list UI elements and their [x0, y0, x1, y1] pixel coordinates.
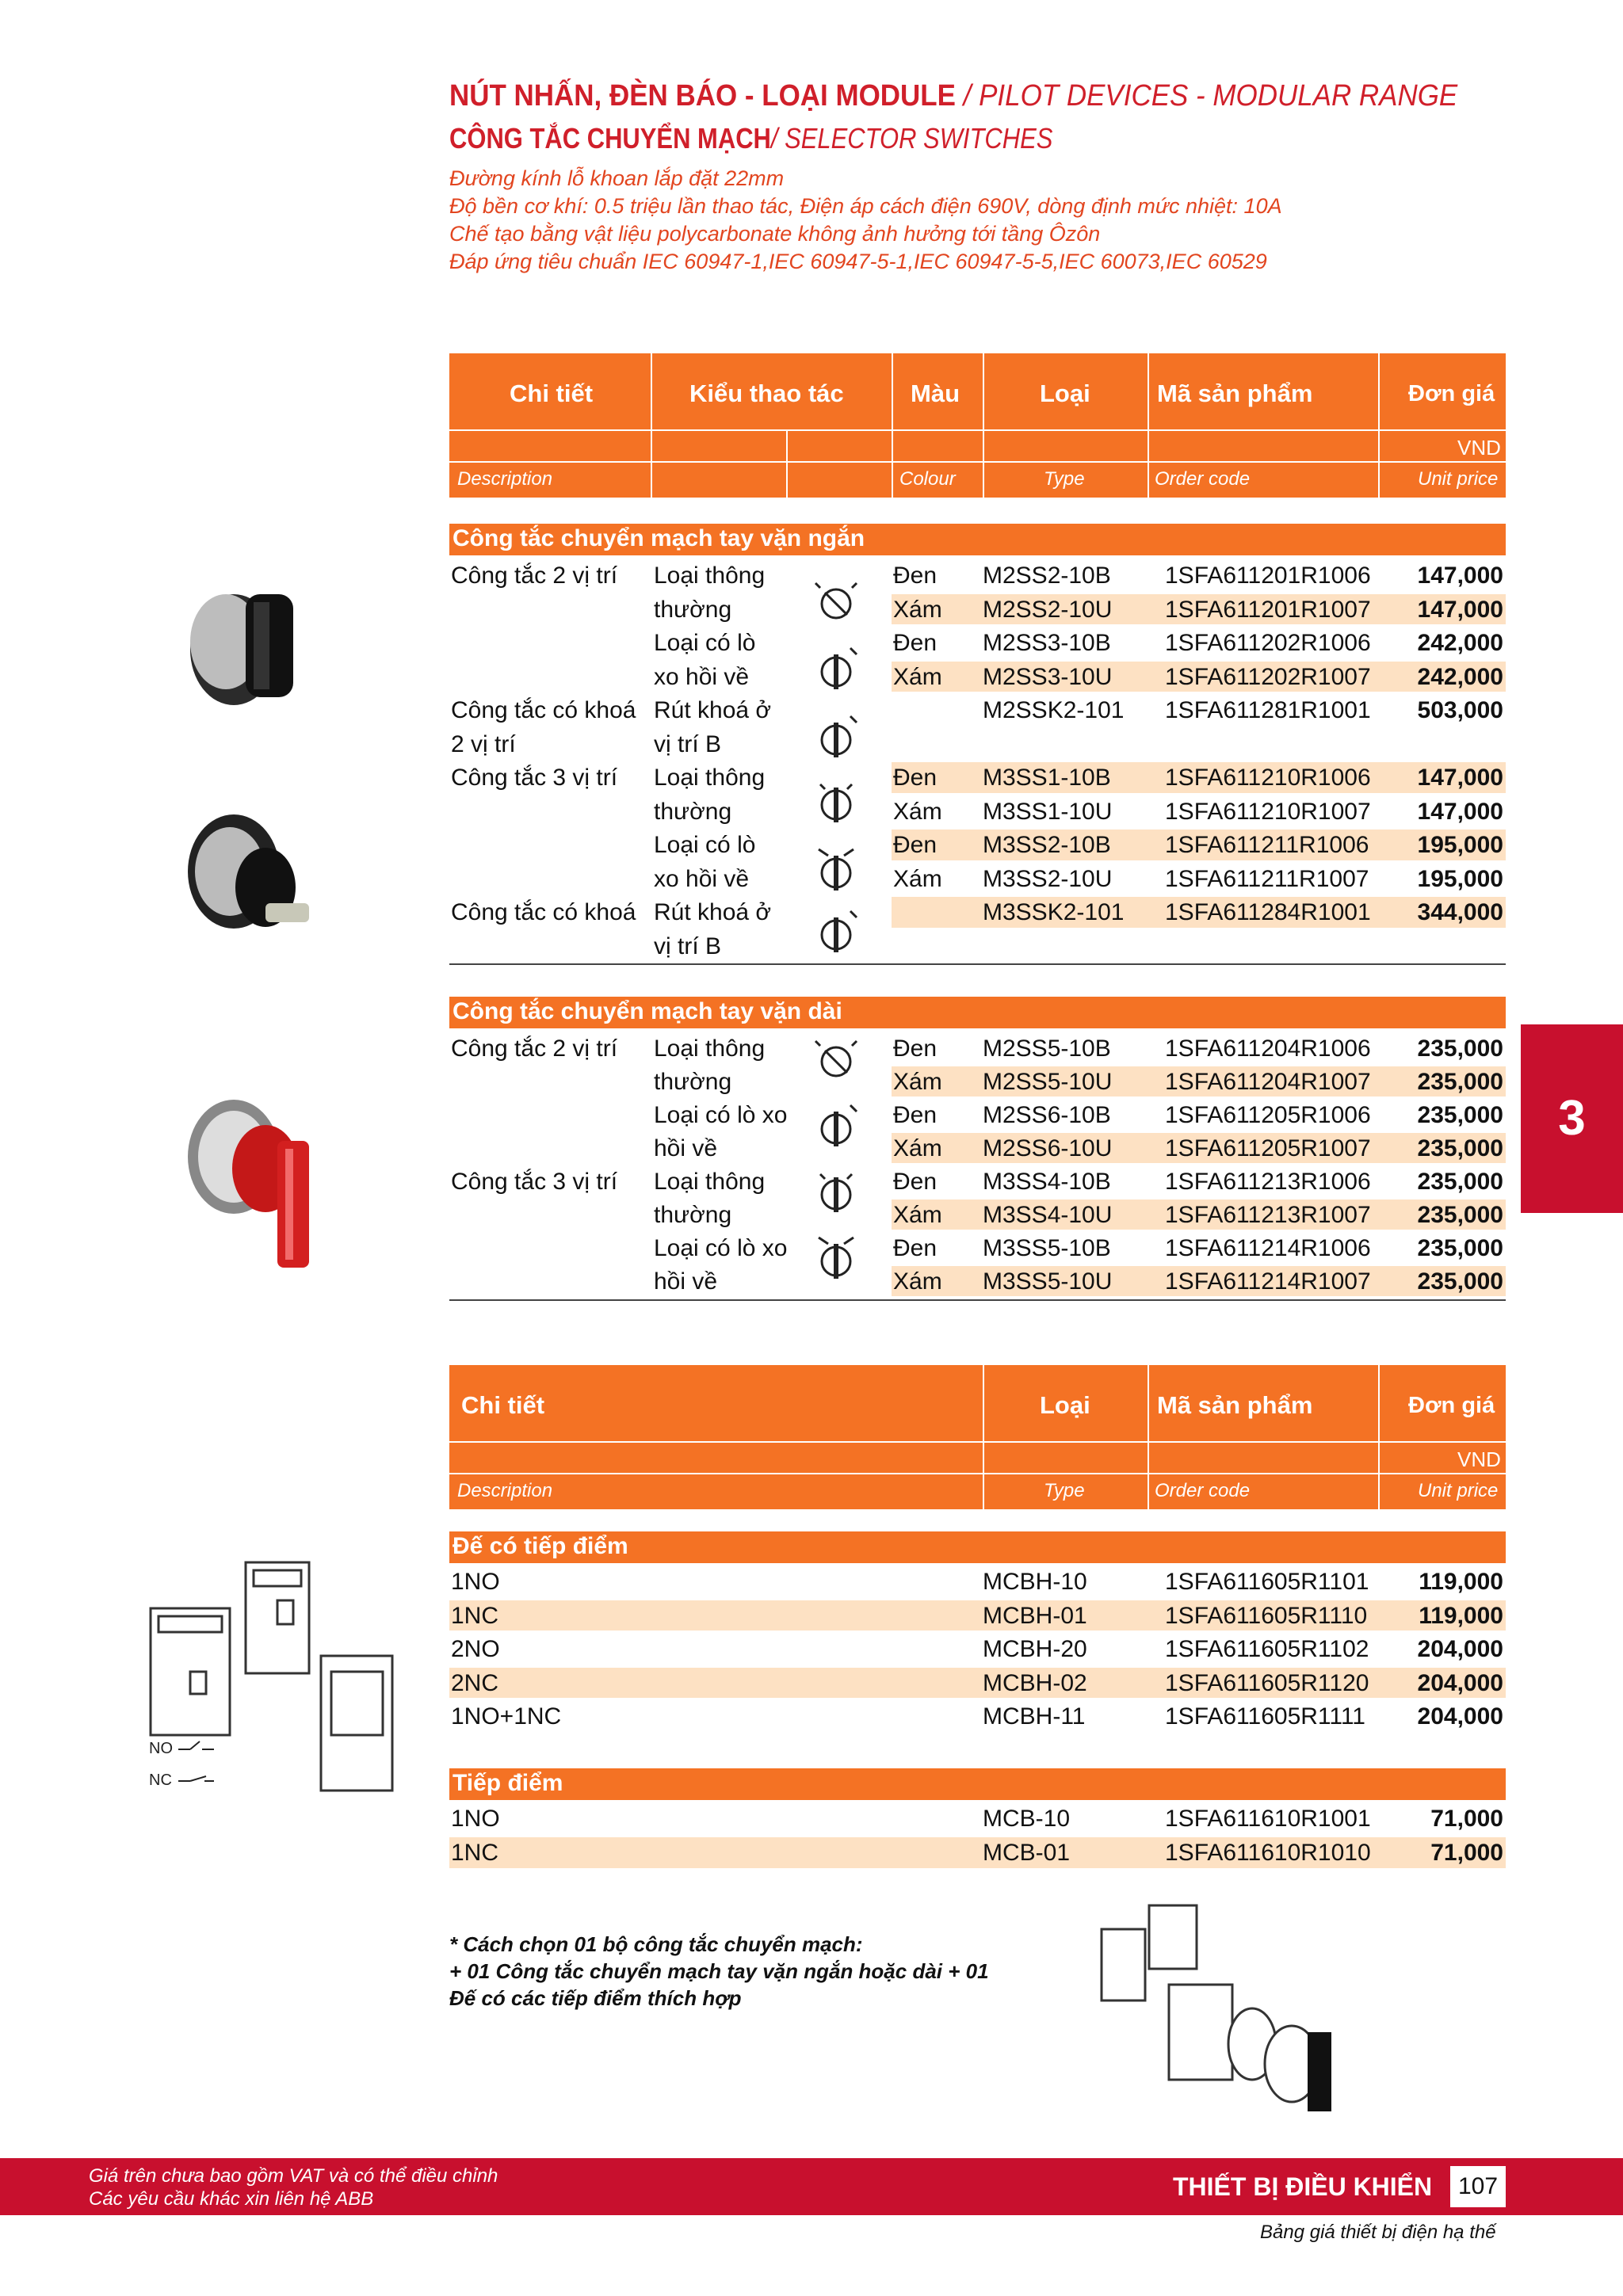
table-row	[449, 693, 1506, 727]
cell-colour: Xám	[893, 1069, 942, 1095]
cell-price: 235,000	[1417, 1102, 1503, 1128]
cell-type: M2SS3-10U	[983, 663, 1113, 690]
assembly-image	[1094, 1897, 1363, 2143]
spec-note: Độ bền cơ khí: 0.5 triệu lần thao tác, Điện áp cách điện 690V, dòng định mức nhiệt: 10A	[449, 194, 1282, 218]
table-row	[449, 1065, 1506, 1098]
sub-description: Description	[457, 468, 553, 490]
cell-type: M2SS2-10U	[983, 596, 1113, 623]
cell-op1: Loại có lò	[654, 832, 756, 858]
table-row	[449, 1198, 1506, 1231]
cell-price: 71,000	[1430, 1806, 1503, 1832]
cell-detail: 1NC	[451, 1602, 499, 1629]
cell-detail: Công tắc 3 vị trí	[451, 765, 618, 791]
col-order-code: Mã sản phẩm	[1157, 1391, 1313, 1419]
cell-detail: Công tắc 2 vị trí	[451, 563, 618, 589]
page-title	[449, 79, 1457, 113]
cell-price: 204,000	[1417, 1669, 1503, 1696]
cell-code: 1SFA611202R1007	[1165, 663, 1371, 690]
selection-line: + 01 Công tắc chuyển mạch tay vặn ngắn hoặc dài + 01	[449, 1959, 989, 1983]
short-rows	[449, 559, 1506, 963]
sub-type: Type	[1044, 468, 1085, 490]
cell-colour: Xám	[893, 1135, 942, 1161]
cell-colour: Đen	[893, 765, 938, 791]
cell-code: 1SFA611214R1006	[1165, 1235, 1371, 1261]
cell-price: 344,000	[1417, 899, 1503, 925]
table-row	[449, 1165, 1506, 1198]
footer-note: Các yêu cầu khác xin liên hệ ABB	[89, 2188, 374, 2210]
nc-symbol-label: NC	[149, 1772, 172, 1789]
cell-price: 235,000	[1417, 1235, 1503, 1261]
footer-bar	[0, 2158, 1623, 2215]
cell-op1: xo hồi về	[654, 663, 750, 690]
subtitle-en: / SELECTOR SWITCHES	[770, 122, 1053, 154]
cell-colour: Đen	[893, 1035, 938, 1062]
title-en: / PILOT DEVICES - MODULAR RANGE	[963, 79, 1458, 113]
cell-colour: Đen	[893, 630, 938, 656]
cell-code: 1SFA611213R1006	[1165, 1169, 1371, 1195]
cell-colour: Xám	[893, 596, 942, 623]
table-row	[449, 1632, 1506, 1666]
cell-op1: Rút khoá ở	[654, 899, 772, 925]
cell-type: M3SS5-10B	[983, 1235, 1111, 1261]
cell-code: 1SFA611605R1120	[1165, 1669, 1369, 1696]
cell-price: 119,000	[1419, 1602, 1503, 1629]
cell-op1: thường	[654, 1069, 732, 1095]
cell-type: M3SS1-10U	[983, 798, 1113, 825]
sub-description: Description	[457, 1480, 553, 1501]
col-detail: Chi tiết	[510, 379, 594, 407]
table-row	[449, 727, 1506, 761]
cell-price: 147,000	[1417, 563, 1503, 589]
cell-type: MCB-01	[983, 1840, 1071, 1866]
cell-price: 204,000	[1417, 1636, 1503, 1662]
section-contact	[449, 1768, 1506, 1800]
cell-price: 119,000	[1419, 1569, 1503, 1595]
page-subtitle	[449, 122, 1052, 155]
cell-detail: 1NO+1NC	[451, 1703, 562, 1730]
cell-code: 1SFA611605R1101	[1165, 1569, 1369, 1595]
cell-price: 235,000	[1417, 1035, 1503, 1062]
cell-type: MCBH-01	[983, 1602, 1087, 1629]
cell-detail: Công tắc có khoá	[451, 899, 636, 925]
cell-type: M2SS3-10B	[983, 630, 1111, 656]
cell-code: 1SFA611205R1006	[1165, 1102, 1371, 1128]
table2-header	[449, 1365, 1506, 1509]
table-row	[449, 626, 1506, 660]
cell-detail: 2 vị trí	[451, 730, 516, 757]
spec-notes	[449, 165, 1282, 276]
cell-type: M2SS5-10U	[983, 1069, 1113, 1095]
cell-op1: hồi về	[654, 1268, 718, 1295]
currency: VND	[1457, 436, 1501, 460]
cell-op1: Rút khoá ở	[654, 697, 772, 723]
col-order-code: Mã sản phẩm	[1157, 379, 1313, 407]
cell-code: 1SFA611605R1111	[1165, 1703, 1365, 1730]
cell-price: 147,000	[1417, 798, 1503, 825]
cell-price: 235,000	[1417, 1268, 1503, 1295]
contact-rows	[449, 1802, 1506, 1873]
cell-code: 1SFA611211R1007	[1165, 865, 1369, 892]
spec-note: Chế tạo bằng vật liệu polycarbonate không ảnh hưởng tới tầng Ôzôn	[449, 222, 1101, 246]
table-row	[449, 795, 1506, 829]
section-title: Tiếp điểm	[453, 1770, 563, 1796]
cell-price: 71,000	[1430, 1840, 1503, 1866]
chapter-tab: 3	[1521, 1024, 1623, 1213]
cell-type: M3SS5-10U	[983, 1268, 1113, 1295]
table-row	[449, 1836, 1506, 1870]
table-row	[449, 1666, 1506, 1700]
table-row	[449, 761, 1506, 795]
cell-code: 1SFA611214R1007	[1165, 1268, 1371, 1295]
footer-tagline: Bảng giá thiết bị điện hạ thế	[1260, 2222, 1496, 2243]
cell-op1: vị trí B	[654, 933, 722, 959]
short-handle-switch-image	[170, 547, 329, 713]
table-row	[449, 1032, 1506, 1065]
cell-price: 235,000	[1417, 1135, 1503, 1161]
cell-code: 1SFA611610R1001	[1165, 1806, 1371, 1832]
table-row	[449, 593, 1506, 627]
contact-block-image	[143, 1553, 396, 1798]
subtitle-vi: CÔNG TẮC CHUYỂN MẠCH	[449, 122, 771, 154]
selection-line: * Cách chọn 01 bộ công tắc chuyển mạch:	[449, 1932, 863, 1956]
cell-type: M2SS6-10B	[983, 1102, 1111, 1128]
cell-detail: Công tắc 2 vị trí	[451, 1035, 618, 1062]
cell-price: 235,000	[1417, 1202, 1503, 1228]
cell-detail: 2NC	[451, 1669, 499, 1696]
cell-op1: Loại có lò	[654, 630, 756, 656]
table-row	[449, 1231, 1506, 1264]
cell-type: M3SS4-10B	[983, 1169, 1111, 1195]
sub-unit-price: Unit price	[1418, 1480, 1499, 1501]
cell-colour: Đen	[893, 1169, 938, 1195]
cell-code: 1SFA611605R1110	[1165, 1602, 1368, 1629]
cell-price: 147,000	[1417, 765, 1503, 791]
cell-type: M2SS2-10B	[983, 563, 1111, 589]
cell-detail: 1NO	[451, 1569, 500, 1595]
cell-type: MCBH-11	[983, 1703, 1086, 1730]
col-operation: Kiểu thao tác	[689, 379, 844, 407]
sub-order-code: Order code	[1155, 1480, 1251, 1501]
cell-op1: Loại thông	[654, 1035, 766, 1062]
cell-type: M2SSK2-101	[983, 697, 1125, 723]
cell-price: 242,000	[1417, 663, 1503, 690]
cell-op1: Loại có lò xo	[654, 1235, 788, 1261]
cell-type: MCB-10	[983, 1806, 1071, 1832]
table-row	[449, 559, 1506, 593]
page-number: 107	[1450, 2166, 1506, 2207]
cell-op1: vị trí B	[654, 730, 722, 757]
key-switch-image	[170, 792, 329, 951]
cell-op1: xo hồi về	[654, 865, 750, 892]
cell-colour: Xám	[893, 865, 942, 892]
cell-type: M2SS5-10B	[983, 1035, 1111, 1062]
cell-code: 1SFA611284R1001	[1165, 899, 1371, 925]
cell-code: 1SFA611202R1006	[1165, 630, 1371, 656]
table-row	[449, 828, 1506, 862]
table-row	[449, 1699, 1506, 1733]
cell-code: 1SFA611210R1006	[1165, 765, 1371, 791]
spec-note: Đường kính lỗ khoan lắp đặt 22mm	[449, 166, 785, 190]
cell-detail: 1NC	[451, 1840, 499, 1866]
long-handle-switch-image	[170, 1054, 329, 1291]
cell-price: 242,000	[1417, 630, 1503, 656]
cell-code: 1SFA611205R1007	[1165, 1135, 1371, 1161]
cell-code: 1SFA611210R1007	[1165, 798, 1371, 825]
table-row	[449, 1802, 1506, 1836]
cell-price: 195,000	[1417, 865, 1503, 892]
cell-code: 1SFA611211R1006	[1165, 832, 1369, 858]
no-symbol-label: NO	[149, 1740, 173, 1757]
table-row	[449, 895, 1506, 929]
cell-colour: Đen	[893, 1102, 938, 1128]
long-rows	[449, 1032, 1506, 1301]
cell-type: M3SS4-10U	[983, 1202, 1113, 1228]
cell-price: 235,000	[1417, 1069, 1503, 1095]
footer-title: THIẾT BỊ ĐIỀU KHIỂN	[1173, 2172, 1433, 2201]
section-title: Công tắc chuyển mạch tay vặn ngắn	[453, 525, 865, 551]
cell-price: 503,000	[1417, 697, 1503, 723]
section-long-handle	[449, 997, 1506, 1028]
table1-header	[449, 353, 1506, 498]
table-row	[449, 862, 1506, 896]
cell-op1: hồi về	[654, 1135, 718, 1161]
table-row	[449, 929, 1506, 963]
cell-type: M3SS2-10U	[983, 865, 1113, 892]
title-vi: NÚT NHẤN, ĐÈN BÁO - LOẠI MODULE	[449, 79, 956, 113]
cell-price: 235,000	[1417, 1169, 1503, 1195]
cell-price: 195,000	[1417, 832, 1503, 858]
cell-code: 1SFA611605R1102	[1165, 1636, 1369, 1662]
spec-note: Đáp ứng tiêu chuẩn IEC 60947-1,IEC 60947-5-1,IEC 60947-5-5,IEC 60073,IEC 60529	[449, 250, 1267, 273]
cell-type: MCBH-20	[983, 1636, 1087, 1662]
cell-op1: thường	[654, 798, 732, 825]
section-title: Công tắc chuyển mạch tay vặn dài	[453, 998, 842, 1024]
cell-detail: Công tắc 3 vị trí	[451, 1169, 618, 1195]
cell-colour: Xám	[893, 1202, 942, 1228]
section-short-handle	[449, 524, 1506, 555]
cell-op1: Loại thông	[654, 563, 766, 589]
cell-code: 1SFA611204R1006	[1165, 1035, 1371, 1062]
col-type: Loại	[1040, 379, 1090, 407]
selection-note	[449, 1931, 989, 2012]
col-price: Đơn giá	[1408, 1393, 1495, 1418]
operation-symbols	[800, 559, 888, 1303]
table-row	[449, 1565, 1506, 1599]
cell-colour: Xám	[893, 798, 942, 825]
section-base	[449, 1531, 1506, 1563]
table-row	[449, 660, 1506, 694]
cell-op1: Loại thông	[654, 1169, 766, 1195]
cell-op1: Loại thông	[654, 765, 766, 791]
selection-line: Đế có các tiếp điểm thích hợp	[449, 1986, 742, 2010]
cell-colour: Đen	[893, 563, 938, 589]
cell-code: 1SFA611204R1007	[1165, 1069, 1371, 1095]
sub-colour: Colour	[899, 468, 956, 490]
cell-type: M3SSK2-101	[983, 899, 1125, 925]
cell-colour: Đen	[893, 1235, 938, 1261]
col-type: Loại	[1040, 1391, 1090, 1419]
col-price: Đơn giá	[1408, 381, 1495, 406]
cell-price: 147,000	[1417, 596, 1503, 623]
sub-order-code: Order code	[1155, 468, 1251, 490]
cell-detail: 2NO	[451, 1636, 500, 1662]
cell-detail: Công tắc có khoá	[451, 697, 636, 723]
cell-op1: Loại có lò xo	[654, 1102, 788, 1128]
cell-code: 1SFA611213R1007	[1165, 1202, 1371, 1228]
cell-price: 204,000	[1417, 1703, 1503, 1730]
sub-unit-price: Unit price	[1418, 468, 1499, 490]
footer-note: Giá trên chưa bao gồm VAT và có thể điều chỉnh	[89, 2165, 498, 2187]
cell-type: MCBH-10	[983, 1569, 1087, 1595]
currency: VND	[1457, 1447, 1501, 1471]
section-title: Đế có tiếp điểm	[453, 1533, 628, 1559]
cell-op1: thường	[654, 596, 732, 623]
cell-code: 1SFA611201R1007	[1165, 596, 1371, 623]
table-row	[449, 1264, 1506, 1298]
cell-type: M3SS2-10B	[983, 832, 1111, 858]
cell-colour: Đen	[893, 832, 938, 858]
col-detail: Chi tiết	[461, 1391, 545, 1419]
cell-type: MCBH-02	[983, 1669, 1087, 1696]
selector-symbol-icon	[815, 583, 857, 1279]
sub-type: Type	[1044, 1480, 1085, 1501]
col-colour: Màu	[911, 379, 960, 407]
table-row	[449, 1098, 1506, 1131]
table-row	[449, 1131, 1506, 1165]
cell-type: M2SS6-10U	[983, 1135, 1113, 1161]
cell-code: 1SFA611610R1010	[1165, 1840, 1371, 1866]
cell-op1: thường	[654, 1202, 732, 1228]
table-row	[449, 1599, 1506, 1633]
cell-colour: Xám	[893, 1268, 942, 1295]
cell-colour: Xám	[893, 663, 942, 690]
cell-code: 1SFA611281R1001	[1165, 697, 1371, 723]
base-rows	[449, 1565, 1506, 1735]
cell-detail: 1NO	[451, 1806, 500, 1832]
cell-code: 1SFA611201R1006	[1165, 563, 1371, 589]
cell-type: M3SS1-10B	[983, 765, 1111, 791]
